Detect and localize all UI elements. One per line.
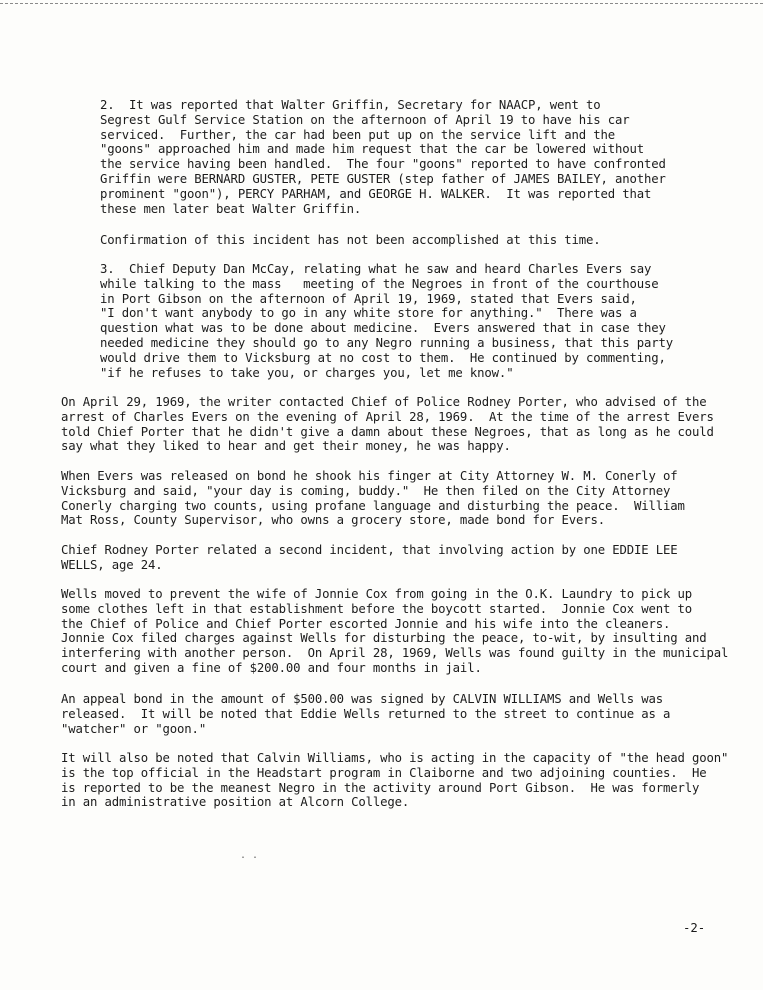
paragraph-wells: Wells moved to prevent the wife of Jonnie Cox from going in the O.K. Laundry to pick up some clothes left in that establishment before the boycott started. Jonnie Cox went to the Chief of Police and Chief Porter escorted Jonnie and his wife into the cleaners. Jonnie Cox filed charges against Wells for disturbing the peace, to-wit, by insulting and interfering with another person. On April 28, 1969, Wells was found guilty in the municipal court and given a fine of $200.00 and four months in jail. — [61, 587, 729, 675]
paragraph-confirmation: Confirmation of this incident has not been accomplished at this time. — [100, 233, 601, 247]
paragraph-item-2: 2. It was reported that Walter Griffin, Secretary for NAACP, went to Segrest Gulf Service Station on the afternoon of April 19 to have his car serviced. Further, the car had been put up on the service lift and the "goons" approached him and made him request that the car be lowered without the service having been handled. The four "goons" reported to have confronted Griffin were BERNARD GUSTER, PETE GUSTER (step father of JAMES BAILEY, another prominent "goon"), PERCY PARHAM, and GEORGE H. WALKER. It was reported that these men later beat Walter Griffin. — [100, 98, 666, 216]
paragraph-calvin: It will also be noted that Calvin Williams, who is acting in the capacity of "the head goon" is the top official in the Headstart program in Claiborne and two adjoining counties. He is reported to be the meanest Negro in the activity around Port Gibson. He was formerly in an administrative position at Alcorn College. — [61, 751, 729, 810]
paragraph-bond: When Evers was released on bond he shook his finger at City Attorney W. M. Conerly of Vicksburg and said, "your day is coming, buddy." He then filed on the City Attorney Conerly charging two counts, using profane language and disturbing the peace. William Mat Ross, County Supervisor, who owns a grocery store, made bond for Evers. — [61, 469, 685, 528]
paragraph-second-incident: Chief Rodney Porter related a second incident, that involving action by one EDDIE LEE WELLS, age 24. — [61, 543, 678, 572]
paragraph-april-29: On April 29, 1969, the writer contacted Chief of Police Rodney Porter, who advised of the arrest of Charles Evers on the evening of April 28, 1969. At the time of the arrest Evers told Chief Porter that he didn't give a damn about these Negroes, that as long as he could say what they liked to hear and get their money, he was happy. — [61, 395, 714, 454]
paragraph-item-3: 3. Chief Deputy Dan McCay, relating what he saw and heard Charles Evers say while talking to the mass meeting of the Negroes in front of the courthouse in Port Gibson on the afternoon of April 19, 1969, stated that Evers said, "I don't want anybody to go in any white store for anything." There was a question what was to be done about medicine. Evers answered that in case they needed medicine they should go to any Negro running a business, that this party would drive them to Vicksburg at no cost to them. He continued by commenting, "if he refuses to take you, or charges you, let me know." — [100, 262, 674, 380]
page-top-edge — [0, 3, 763, 4]
paragraph-appeal: An appeal bond in the amount of $500.00 was signed by CALVIN WILLIAMS and Wells was released. It will be noted that Eddie Wells returned to the street to continue as a "watcher" or "goon." — [61, 692, 671, 736]
page-number: -2- — [683, 921, 706, 935]
stray-mark: . . — [240, 850, 259, 861]
